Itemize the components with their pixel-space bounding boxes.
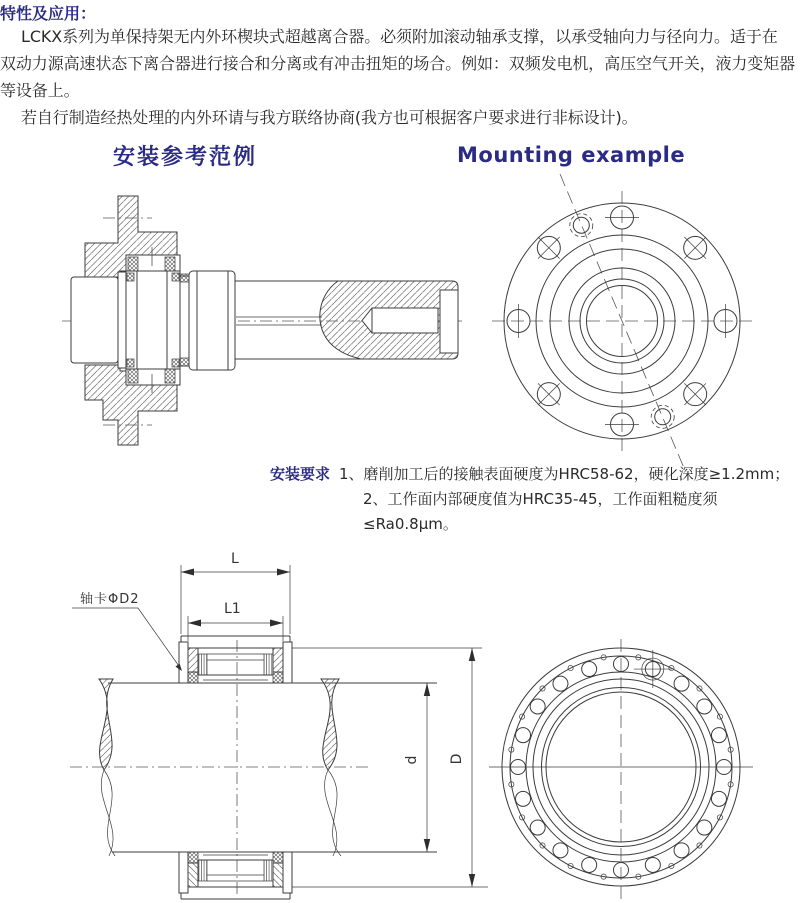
shaft-mounted-view bbox=[70, 565, 488, 899]
seal bbox=[127, 273, 134, 281]
spacer-seal bbox=[180, 358, 189, 366]
dim-D bbox=[292, 648, 488, 887]
intro-line-4: 若自行制造经热处理的内外环请与我方联络协商(我方也可根据客户要求进行非标设计)。 bbox=[21, 108, 638, 127]
intro-line-3: 等设备上。 bbox=[0, 81, 80, 100]
spacer-seal bbox=[180, 274, 189, 282]
shaft-break-left bbox=[99, 679, 115, 856]
shaft-break-right bbox=[321, 679, 341, 856]
roller bbox=[553, 676, 568, 691]
shaft-clip-right bbox=[283, 642, 292, 683]
bearing-inner-ring bbox=[137, 271, 167, 369]
roller bbox=[697, 820, 712, 835]
dim-label-L: L bbox=[231, 551, 239, 567]
shaft-clip-left bbox=[179, 642, 188, 683]
seal bbox=[172, 359, 179, 367]
dim-d bbox=[424, 683, 430, 852]
dim-L1 bbox=[188, 616, 283, 641]
outer-race bbox=[273, 648, 283, 672]
dim-label-D: D bbox=[449, 753, 465, 765]
outer-race bbox=[188, 648, 198, 672]
section-title-en: Mounting example bbox=[457, 143, 686, 167]
roller bbox=[711, 728, 726, 743]
roller bbox=[530, 699, 545, 714]
race-block bbox=[165, 369, 175, 383]
seal bbox=[172, 273, 179, 281]
requirement-item-2: 2、工作面内部硬度值为HRC35-45，工作面粗糙度须≤Ra0.8μm。 bbox=[363, 490, 718, 533]
race-block bbox=[165, 257, 175, 271]
race-block bbox=[128, 369, 138, 383]
roller bbox=[516, 728, 531, 743]
intro-heading: 特性及应用： bbox=[0, 4, 97, 23]
requirements-label: 安装要求 bbox=[270, 465, 331, 483]
roller bbox=[582, 857, 597, 872]
spacer-ring bbox=[180, 276, 189, 366]
inner-race bbox=[273, 672, 283, 683]
dim-label-shaft-clip: 轴卡ΦD2 bbox=[80, 592, 140, 607]
race-block bbox=[128, 257, 138, 271]
inner-race bbox=[188, 672, 198, 683]
roller bbox=[674, 676, 689, 691]
roller bbox=[582, 662, 597, 677]
keyway-slot bbox=[362, 308, 438, 333]
spring-pack bbox=[198, 654, 207, 675]
intro-line-1: LCKX系列为单保持架无内外环楔块式超越离合器。必须附加滚动轴承支撑，以承受轴向力与径向力。适于在 bbox=[21, 27, 778, 46]
roller bbox=[530, 820, 545, 835]
seal bbox=[127, 359, 134, 367]
roller bbox=[645, 857, 660, 872]
spring-pack bbox=[264, 654, 273, 675]
shaft-end-recess bbox=[440, 290, 458, 353]
section-title-cn: 安装参考范例 bbox=[113, 145, 258, 170]
ring-front-view bbox=[489, 639, 753, 899]
dim-label-L1: L1 bbox=[224, 601, 241, 617]
input-hub bbox=[71, 277, 118, 363]
roller bbox=[697, 699, 712, 714]
clutch-section-top bbox=[179, 636, 292, 683]
clutch-section-view bbox=[62, 196, 462, 445]
flange-front-view bbox=[492, 174, 752, 468]
roller bbox=[516, 791, 531, 806]
roller bbox=[553, 843, 568, 858]
pin-hole bbox=[573, 217, 589, 233]
intro-line-2: 双动力源高速状态下离合器进行接合和分离或有冲击扭矩的场合。例如：双频发电机，高压空气开关，液力变矩器 bbox=[0, 54, 796, 73]
requirement-item-1: 1、磨削加工后的接触表面硬度为HRC58-62，硬化深度≥1.2mm； bbox=[339, 465, 790, 483]
dim-label-d: d bbox=[404, 755, 420, 765]
roller bbox=[711, 791, 726, 806]
roller bbox=[674, 843, 689, 858]
shaft-clip-leader bbox=[72, 608, 182, 671]
end-plate bbox=[118, 272, 126, 368]
pin-hole bbox=[655, 409, 671, 425]
install-requirements bbox=[270, 462, 798, 537]
